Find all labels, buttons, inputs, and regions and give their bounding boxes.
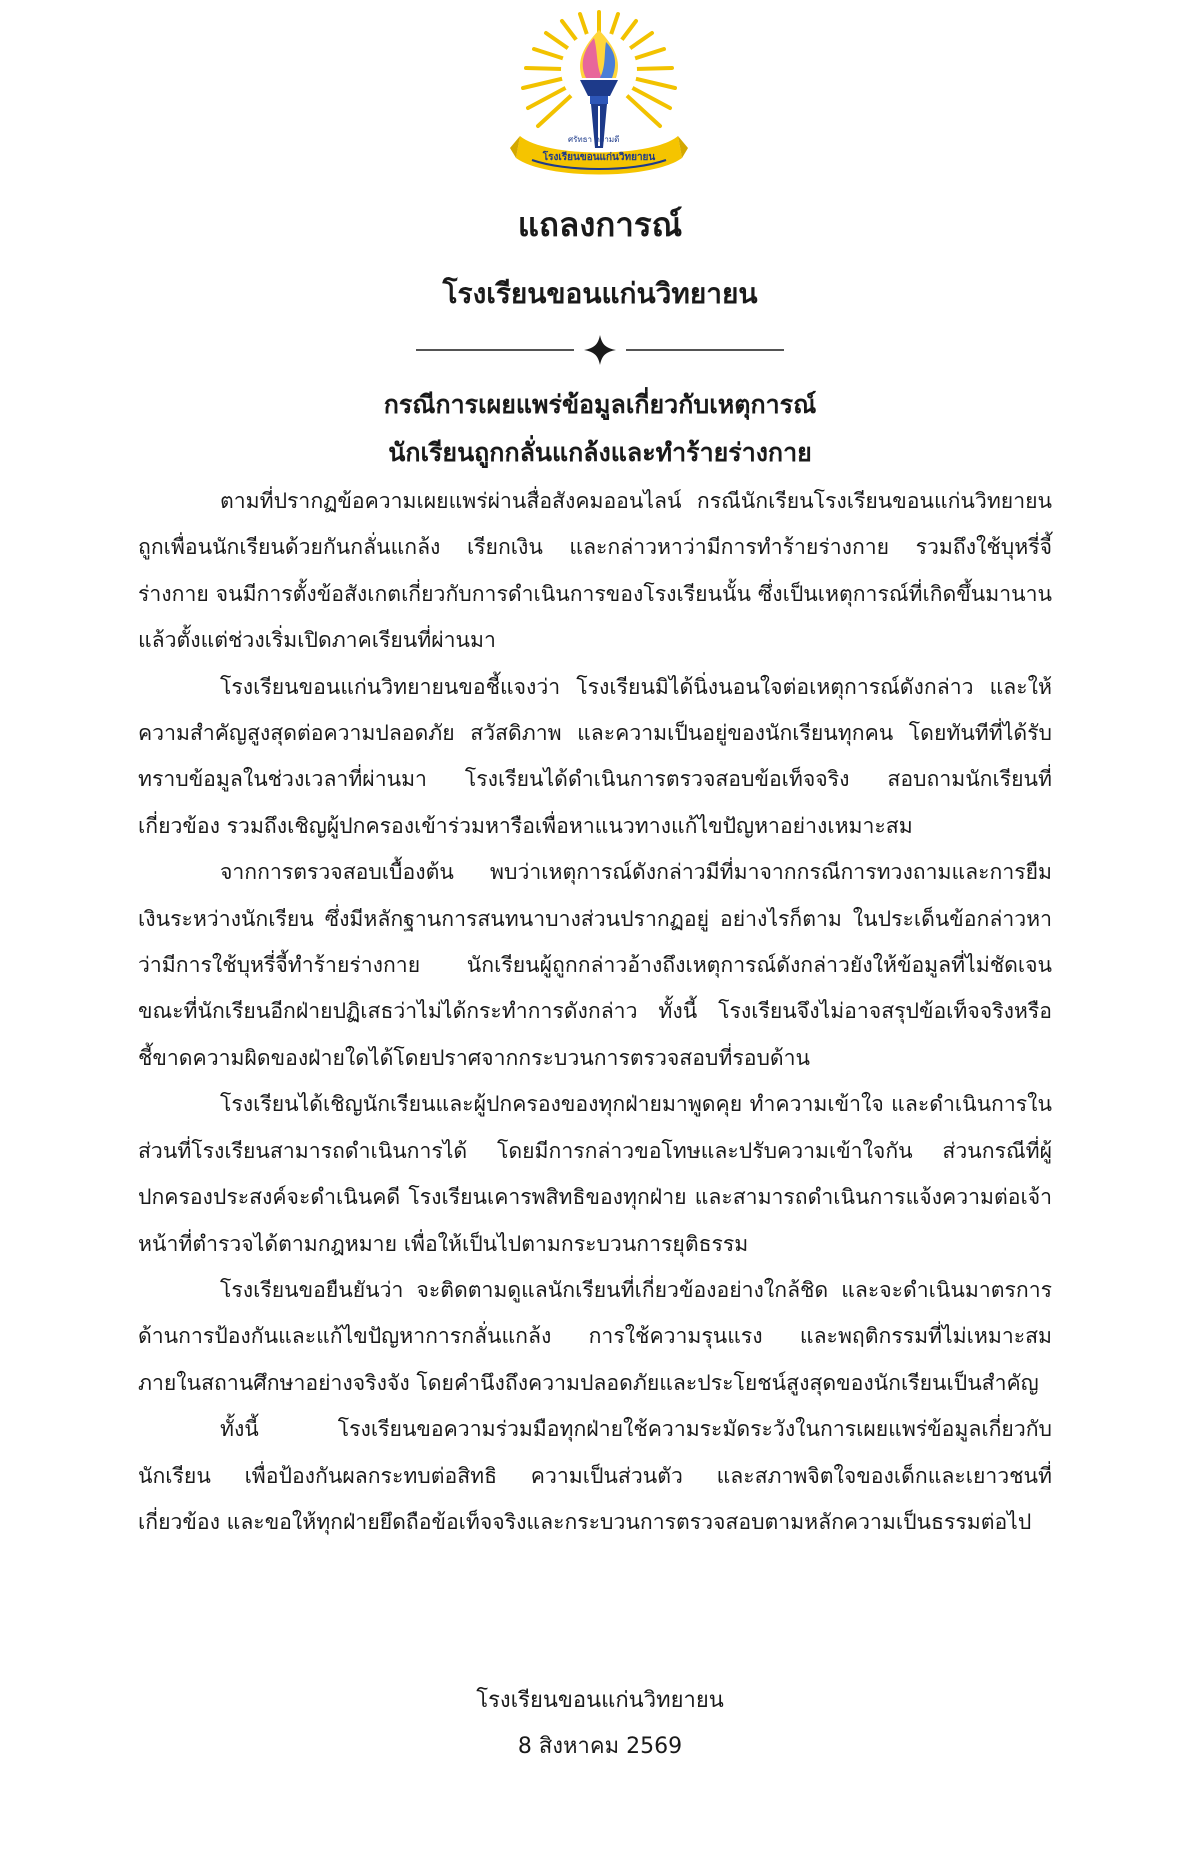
four-point-star-icon [584,335,616,365]
statement-body [138,478,1052,1545]
school-torch-emblem-icon [506,8,692,188]
ornamental-divider [416,335,784,365]
signature-school-name: โรงเรียนขอนแก่นวิทยายน [476,1688,724,1713]
paragraph: โรงเรียนขอยืนยันว่า จะติดตามดูแลนักเรียนที่เกี่ยวข้องอย่างใกล้ชิด และจะดำเนินมาตรการด้านการป้องกันและแก้ไขปัญหาการกลั่นแกล้ง การใช้ความรุนแรง และพฤติกรรมที่ไม่เหมาะสมภายในสถานศึกษาอย่างจริงจัง โดยคำนึงถึงความปลอดภัยและประโยชน์สูงสุดของนักเรียนเป็นสำคัญ [138,1276,1052,1395]
subject-line-1: กรณีการเผยแพร่ข้อมูลเกี่ยวกับเหตุการณ์ [383,390,817,419]
signature-date: 8 สิงหาคม 2569 [517,1734,683,1759]
paragraph: โรงเรียนขอนแก่นวิทยายนขอชี้แจงว่า โรงเรียนมิได้นิ่งนอนใจต่อเหตุการณ์ดังกล่าว และให้ความสำคัญสูงสุดต่อความปลอดภัย สวัสดิภาพ และความเป็นอยู่ของนักเรียนทุกคน โดยทันทีที่ได้รับทราบข้อมูลในช่วงเวลาที่ผ่านมา โรงเรียนได้ดำเนินการตรวจสอบข้อเท็จจริง สอบถามนักเรียนที่เกี่ยวข้อง รวมถึงเชิญผู้ปกครองเข้าร่วมหารือเพื่อหาแนวทางแก้ไขปัญหาอย่างเหมาะสม [138,673,1052,838]
logo-motto-text: ศรัทธา ความดี [568,135,620,144]
paragraph: ตามที่ปรากฏข้อความเผยแพร่ผ่านสื่อสังคมออนไลน์ กรณีนักเรียนโรงเรียนขอนแก่นวิทยายน ถูกเพื่อนนักเรียนด้วยกันกลั่นแกล้ง เรียกเงิน และกล่าวหาว่ามีการทำร้ายร่างกาย รวมถึงใช้บุหรี่จี้ร่างกาย จนมีการตั้งข้อสังเกตเกี่ยวกับการดำเนินการของโรงเรียนนั้น ซึ่งเป็นเหตุการณ์ที่เกิดขึ้นมานานแล้วตั้งแต่ช่วงเริ่มเปิดภาคเรียนที่ผ่านมา [138,488,1052,653]
logo-school-text: โรงเรียนขอนแก่นวิทยายน [542,152,656,163]
paragraph: โรงเรียนได้เชิญนักเรียนและผู้ปกครองของทุกฝ่ายมาพูดคุย ทำความเข้าใจ และดำเนินการในส่วนที่โรงเรียนสามารถดำเนินการได้ โดยมีการกล่าวขอโทษและปรับความเข้าใจกัน ส่วนกรณีที่ผู้ปกครองประสงค์จะดำเนินคดี โรงเรียนเคารพสิทธิของทุกฝ่าย และสามารถดำเนินการแจ้งความต่อเจ้าหน้าที่ตำรวจได้ตามกฎหมาย เพื่อให้เป็นไปตามกระบวนการยุติธรรม [138,1091,1052,1256]
paragraph: จากการตรวจสอบเบื้องต้น พบว่าเหตุการณ์ดังกล่าวมีที่มาจากกรณีการทวงถามและการยืมเงินระหว่างนักเรียน ซึ่งมีหลักฐานการสนทนาบางส่วนปรากฏอยู่ อย่างไรก็ตาม ในประเด็นข้อกล่าวหาว่ามีการใช้บุหรี่จี้ทำร้ายร่างกาย นักเรียนผู้ถูกกล่าวอ้างถึงเหตุการณ์ดังกล่าวยังให้ข้อมูลที่ไม่ชัดเจน ขณะที่นักเรียนอีกฝ่ายปฏิเสธว่าไม่ได้กระทำการดังกล่าว ทั้งนี้ โรงเรียนจึงไม่อาจสรุปข้อเท็จจริงหรือชี้ขาดความผิดของฝ่ายใดได้โดยปราศจากกระบวนการตรวจสอบที่รอบด้าน [138,859,1052,1070]
school-name-heading: โรงเรียนขอนแก่นวิทยายน [442,277,758,310]
paragraph: ทั้งนี้ โรงเรียนขอความร่วมมือทุกฝ่ายใช้ความระมัดระวังในการเผยแพร่ข้อมูลเกี่ยวกับนักเรียน เพื่อป้องกันผลกระทบต่อสิทธิ ความเป็นส่วนตัว และสภาพจิตใจของเด็กและเยาวชนที่เกี่ยวข้อง และขอให้ทุกฝ่ายยึดถือข้อเท็จจริงและกระบวนการตรวจสอบตามหลักความเป็นธรรมต่อไป [138,1416,1052,1534]
subject-line-2: นักเรียนถูกกลั่นแกล้งและทำร้ายร่างกาย [388,438,812,467]
statement-title: แถลงการณ์ [517,205,683,244]
